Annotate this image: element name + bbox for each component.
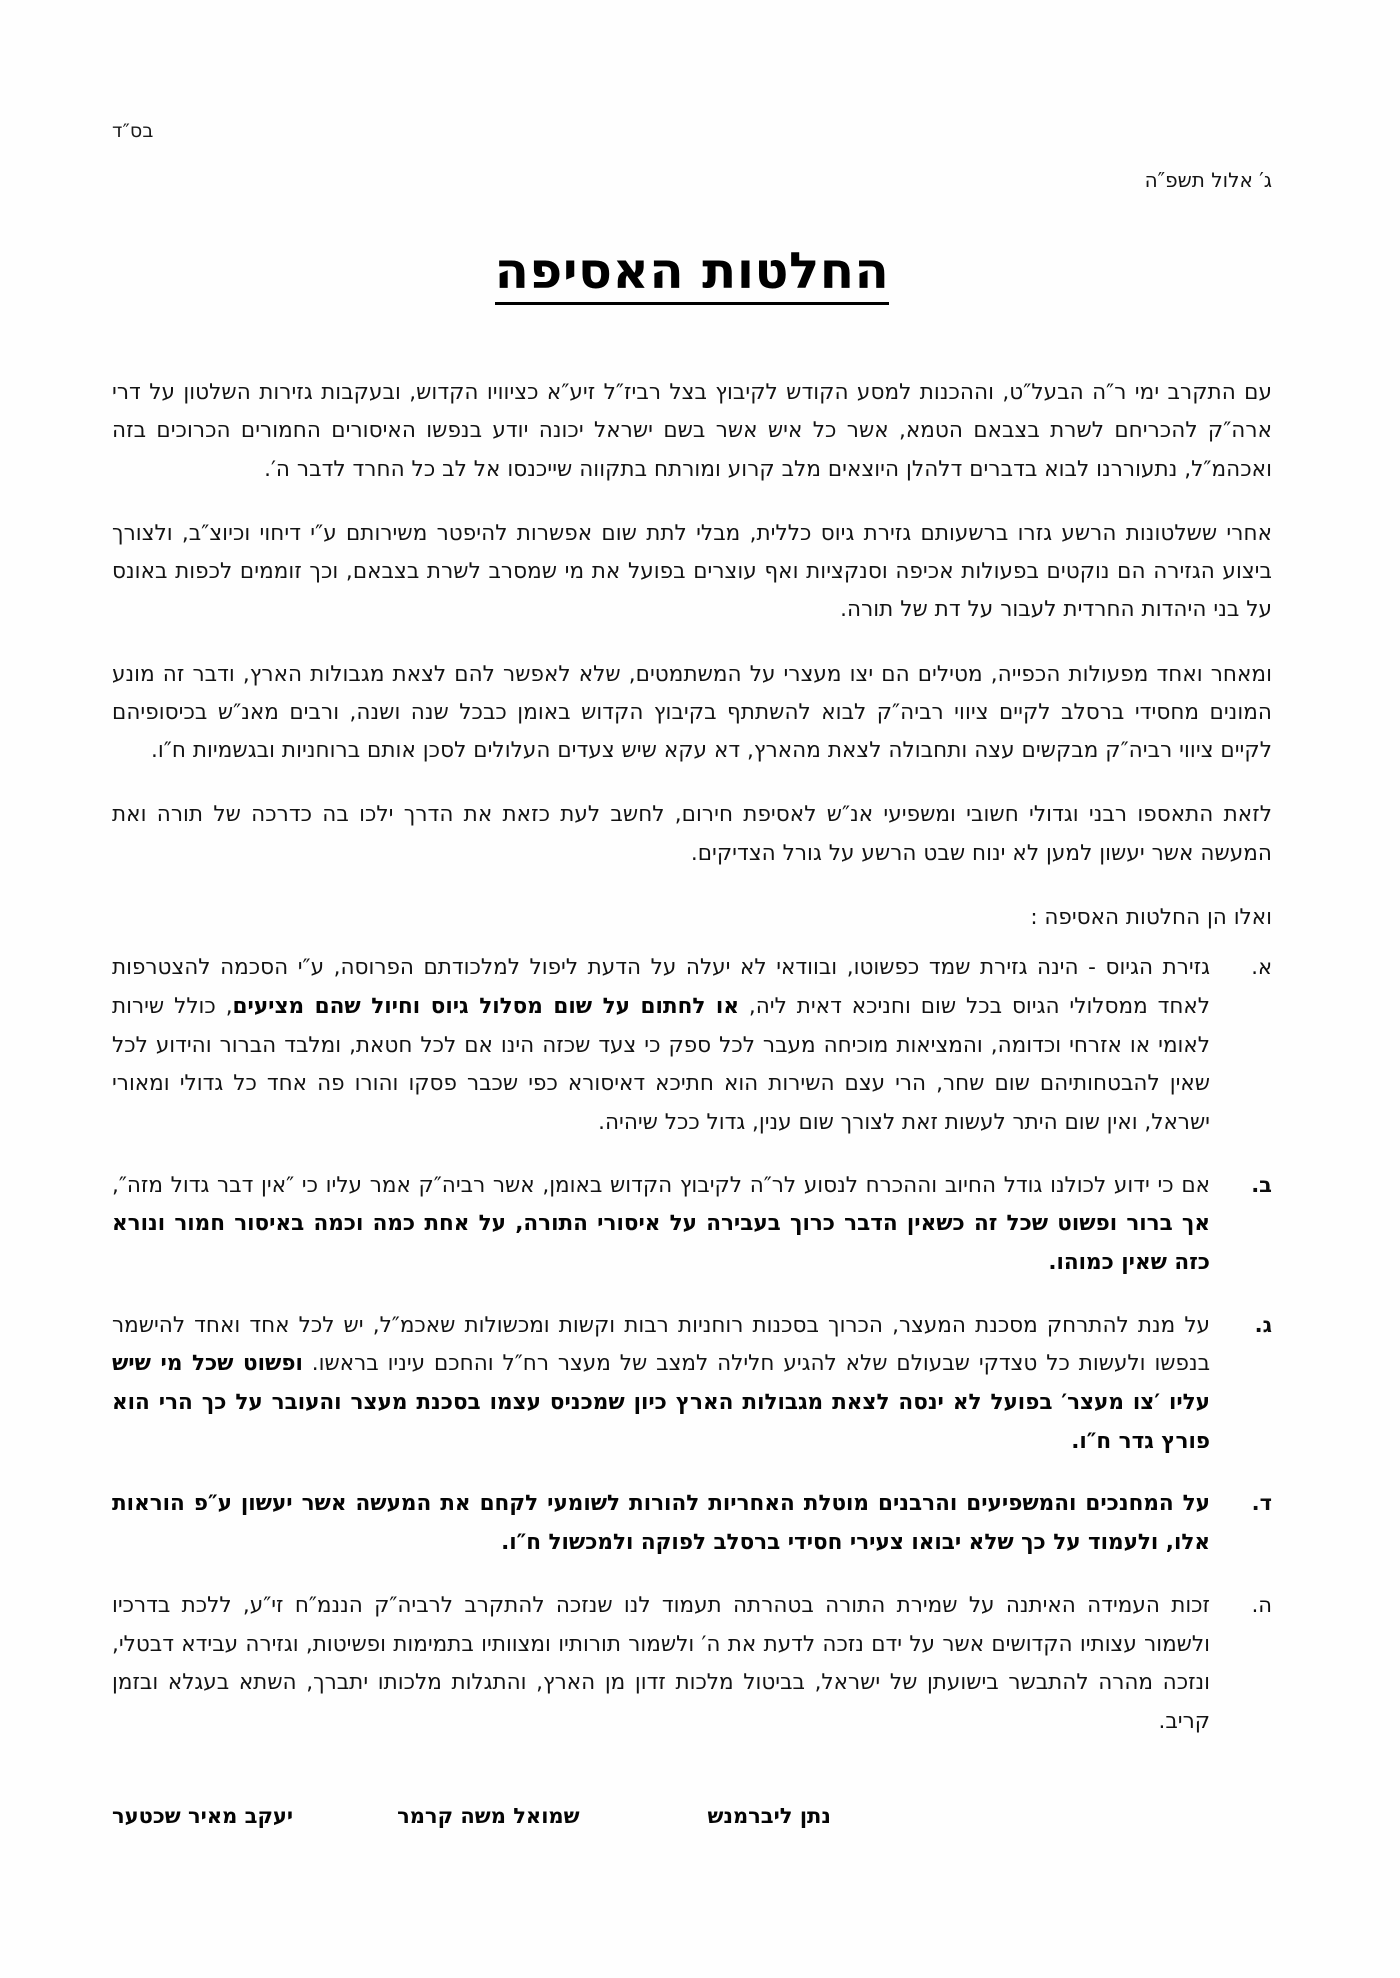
decision-item bbox=[112, 1587, 1272, 1742]
decision-item bbox=[112, 1167, 1272, 1283]
decision-marker: א. bbox=[1251, 955, 1272, 980]
decision-text-emphasis: אך ברור ופשוט שכל זה כשאין הדבר כרוך בעבירה על איסורי התורה, על אחת כמה וכמה באיסור חמור ונורא כזה שאין כמוהו. bbox=[112, 1211, 1210, 1275]
decision-text bbox=[112, 1593, 1210, 1734]
bsd-line bbox=[112, 118, 1272, 144]
decision-item bbox=[112, 1485, 1272, 1562]
bsd-text: בס″ד bbox=[112, 120, 154, 142]
decision-text-run: על מנת להתרחק מסכנת המעצר, הכרוך בסכנות רוחניות רבות וקשות ומכשולות שאכמ″ל, יש לכל אחד ואחד להישמר בנפשו ולעשות כל טצדקי שבעולם שלא להגיע חלילה למצב של מעצר רח″ל והחכם עיניו בראשו. bbox=[112, 1312, 1210, 1377]
decision-text-emphasis: על המחנכים והמשפיעים והרבנים מוטלת האחריות להורות לשומעי לקחם את המעשה אשר יעשון ע″פ הוראות אלו, ולעמוד על כך שלא יבואו צעירי חסידי ברסלב לפוקה ולמכשול ח″ו. bbox=[112, 1491, 1210, 1556]
decision-text-run: אם כי ידוע לכולנו גודל החיוב וההכרח לנסוע לר″ה לקיבוץ הקדוש באומן, אשר רביה″ק אמר עליו כי ″אין דבר גדול מזה″, bbox=[112, 1172, 1210, 1198]
decision-marker: ג. bbox=[1254, 1312, 1272, 1337]
decision-text-emphasis: או לחתום על שום מסלול גיוס וחיול שהם מציעים bbox=[232, 993, 739, 1019]
page-title: החלטות האסיפה bbox=[495, 242, 890, 305]
decision-marker: ה. bbox=[1251, 1592, 1272, 1617]
paragraph-3: ומאחר ואחד מפעולות הכפייה, מטילים הם יצו מעצרי על המשתמטים, שלא לאפשר להם לצאת מגבולות הארץ, ודבר זה מונע המונים מחסידי ברסלב לקיים ציווי רביה″ק לבוא להשתתף בקיבוץ הקדוש באומן כבכל שנה ושנה, ורבים מאנ″ש בכיסופיהם לקיים ציווי רביה″ק מבקשים עצה ותחבולה לצאת מהארץ, דא עקא שיש צעדים העלולים לסכן אותם ברוחניות ובגשמיות ח″ו. bbox=[112, 661, 1272, 764]
decision-text bbox=[112, 955, 1210, 1135]
decision-item bbox=[112, 1307, 1272, 1462]
body-text bbox=[112, 374, 1272, 1742]
decisions-intro: ואלו הן החלטות האסיפה : bbox=[1030, 904, 1272, 930]
signature-name: נתן ליברמנש bbox=[707, 1804, 831, 1828]
decision-text bbox=[112, 1313, 1210, 1454]
decision-text-emphasis: ופשוט שכל מי שיש עליו ′צו מעצר′ בפועל לא ינסה לצאת מגבולות הארץ כיון שמכניס עצמו בסכנת מעצר והעובר על כך הרי הוא פורץ גדר ח″ו. bbox=[112, 1351, 1210, 1454]
signature-row bbox=[112, 1804, 1272, 1828]
paragraph-4: לזאת התאספו רבני וגדולי חשובי ומשפיעי אנ″ש לאסיפת חירום, לחשב לעת כזאת את הדרך ילכו בה כדרכה של תורה ואת המעשה אשר יעשון למען לא ינוח שבט הרשע על גורל הצדיקים. bbox=[112, 802, 1272, 866]
paragraph-2: אחרי ששלטונות הרשע גזרו ברשעותם גזירת גיוס כללית, מבלי לתת שום אפשרות להיפטר משירותם ע″י דיחוי וכיוצ″ב, ולצורך ביצוע הגזירה הם נוקטים בפעולות אכיפה וסנקציות ואף עוצרים בפועל את מי שמסרב לשרת בצבאם, וכך זוממים לכפות באונס על בני היהדות החרדית לעבור על דת של תורה. bbox=[112, 520, 1272, 623]
decision-text bbox=[112, 1173, 1210, 1275]
decision-text-run: , כולל שירות לאומי או אזרחי וכדומה, והמציאות מוכיחה מעבר לכל ספק כי צעד שכזה הינו אם לכל חטאת, ומלבד הברור והידוע לכל שאין להבטחותיהם שום שחר, הרי עצם השירות הוא חתיכא דאיסורא כפי שכבר פסקו והורו פה אחד כל גדולי ומאורי ישראל, ואין שום היתר לעשות זאת לצורך שום ענין, גדול ככל שיהיה. bbox=[112, 993, 1210, 1135]
signature-name: יעקב מאיר שכטער bbox=[112, 1804, 294, 1828]
hebrew-date: ג′ אלול תשפ″ה bbox=[1144, 168, 1272, 192]
decision-text-run: זכות העמידה האיתנה על שמירת התורה בטהרתה תעמוד לנו שנזכה להתקרב לרביה″ק הננמ″ח זי″ע, ללכת בדרכיו ולשמור עצותיו הקדושים אשר על ידם נזכה לדעת את ה′ ולשמור תורותיו ומצוותיו בתמימות ופשיטות, וגזירה עבידא דבטלי, ונזכה מהרה להתבשר בישועתן של ישראל, בביטול מלכות זדון מן הארץ, והתגלות מלכותו יתברך, השתא בעגלא ובזמן קריב. bbox=[112, 1592, 1210, 1734]
decisions-list bbox=[112, 949, 1272, 1741]
decision-marker: ד. bbox=[1251, 1491, 1272, 1516]
signature-name: שמואל משה קרמר bbox=[397, 1804, 580, 1828]
document-content bbox=[112, 118, 1272, 1798]
decision-item bbox=[112, 949, 1272, 1142]
title-container bbox=[112, 208, 1272, 338]
decision-marker: ב. bbox=[1251, 1172, 1272, 1197]
decision-text-run: גזירת הגיוס - הינה גזירת שמד כפשוטו, ובוודאי לא יעלה על הדעת ליפול למלכודתם הפרוסה, ע″י הסכמה להצטרפות לאחד ממסלולי הגיוס בכל שום וחניכא דאית ליה, bbox=[112, 955, 1210, 1019]
decision-text bbox=[112, 1491, 1210, 1555]
paragraph-1: עם התקרב ימי ר″ה הבעל″ט, וההכנות למסע הקודש לקיבוץ בצל רביז″ל זיע″א כציוויו הקדוש, ובעקבות גזירות השלטון על דרי ארה″ק להכריחם לשרת בצבאם הטמא, אשר כל איש אשר בשם ישראל יכונה יודע בנפשו האיסורים החמורים הכרוכים בזה ואכהמ″ל, נתעוררנו לבוא בדברים דלהלן היוצאים מלב קרוע ומורתח בתקווה שייכנסו אל לב כל החרד לדבר ה′. bbox=[112, 380, 1272, 482]
